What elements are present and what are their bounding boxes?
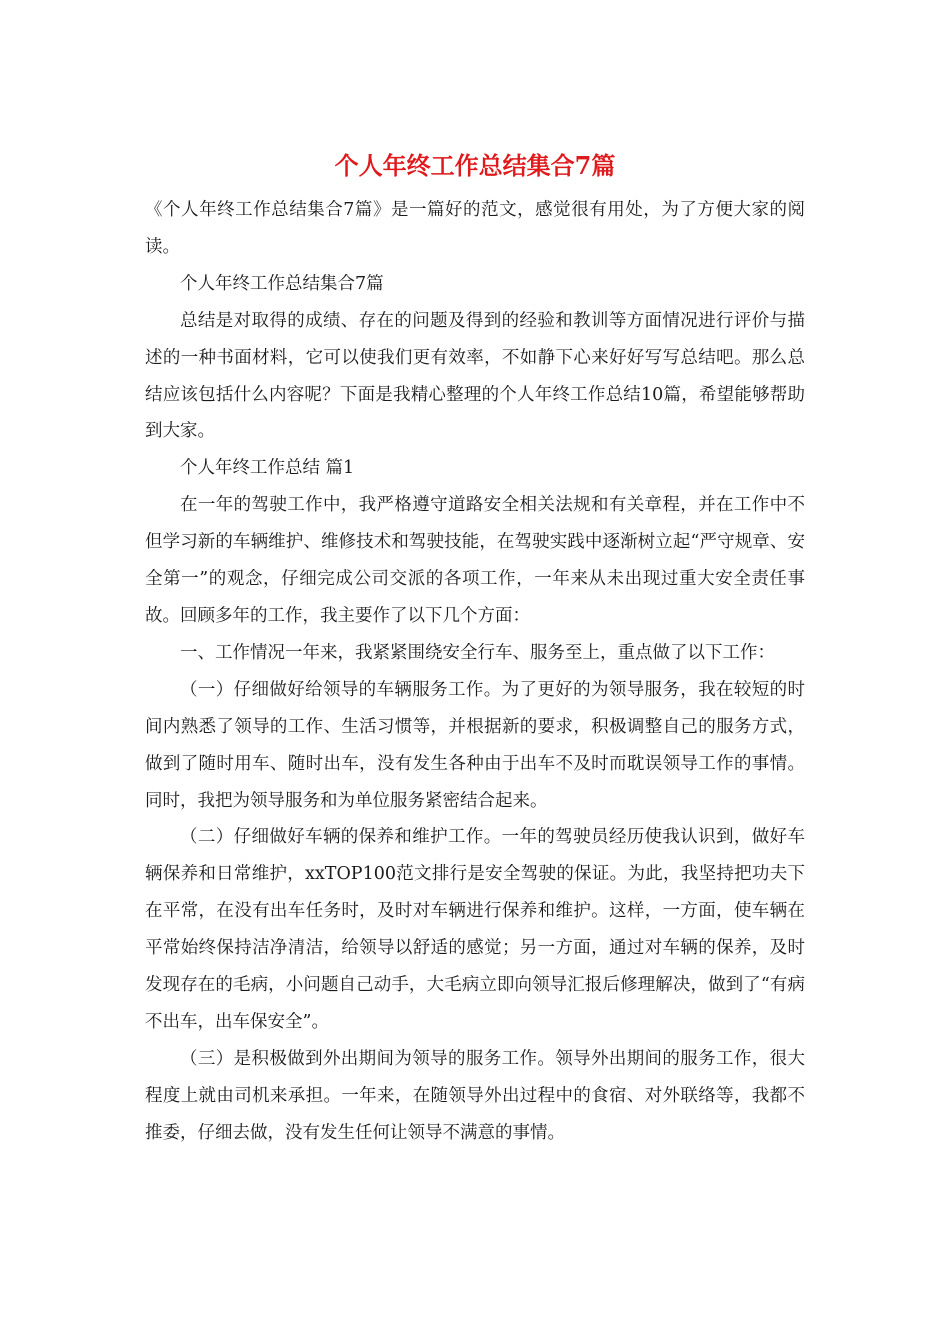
paragraph-item-3: （三）是积极做到外出期间为领导的服务工作。领导外出期间的服务工作，很大程度上就由司机来承担。一年来，在随领导外出过程中的食宿、对外联络等，我都不推委，仔细去做，没有发生任何让领导不满意的事情。 <box>145 1048 805 1143</box>
document-body <box>145 192 805 1152</box>
paragraph-driving-work: 在一年的驾驶工作中，我严格遵守道路安全相关法规和有关章程，并在工作中不但学习新的车辆维护、维修技术和驾驶技能，在驾驶实践中逐渐树立起“严守规章、安全第一”的观念，仔细完成公司交派的各项工作，一年来从未出现过重大安全责任事故。回顾多年的工作，我主要作了以下几个方面： <box>145 495 805 626</box>
paragraph-work-overview: 一、工作情况一年来，我紧紧围绕安全行车、服务至上，重点做了以下工作： <box>180 642 775 663</box>
section-heading-part1: 个人年终工作总结 篇1 <box>180 458 355 479</box>
paragraph-item-2: （二）仔细做好车辆的保养和维护工作。一年的驾驶员经历使我认识到，做好车辆保养和日常维护，xxTOP100范文排行是安全驾驶的保证。为此，我坚持把功夫下在平常，在没有出车任务时，及时对车辆进行保养和维护。这样，一方面，使车辆在平常始终保持洁净清洁，给领导以舒适的感觉；另一方面，通过对车辆的保养，及时发现存在的毛病，小问题自己动手，大毛病立即向领导汇报后修理解决，做到了“有病不出车，出车保安全”。 <box>145 827 805 1032</box>
paragraph-intro: 《个人年终工作总结集合7篇》是一篇好的范文，感觉很有用处，为了方便大家的阅读。 <box>145 200 805 257</box>
paragraph-subtitle: 个人年终工作总结集合7篇 <box>180 273 384 294</box>
paragraph-item-1: （一）仔细做好给领导的车辆服务工作。为了更好的为领导服务，我在较短的时间内熟悉了领导的工作、生活习惯等，并根据新的要求，积极调整自己的服务方式，做到了随时用车、随时出车，没有发生各种由于出车不及时而耽误领导工作的事情。同时，我把为领导服务和为单位服务紧密结合起来。 <box>145 679 805 811</box>
document-title: 个人年终工作总结集合7篇 <box>334 151 616 180</box>
paragraph-summary-definition: 总结是对取得的成绩、存在的问题及得到的经验和教训等方面情况进行评价与描述的一种书面材料，它可以使我们更有效率，不如静下心来好好写写总结吧。那么总结应该包括什么内容呢？下面是我精心整理的个人年终工作总结10篇，希望能够帮助到大家。 <box>145 310 805 442</box>
